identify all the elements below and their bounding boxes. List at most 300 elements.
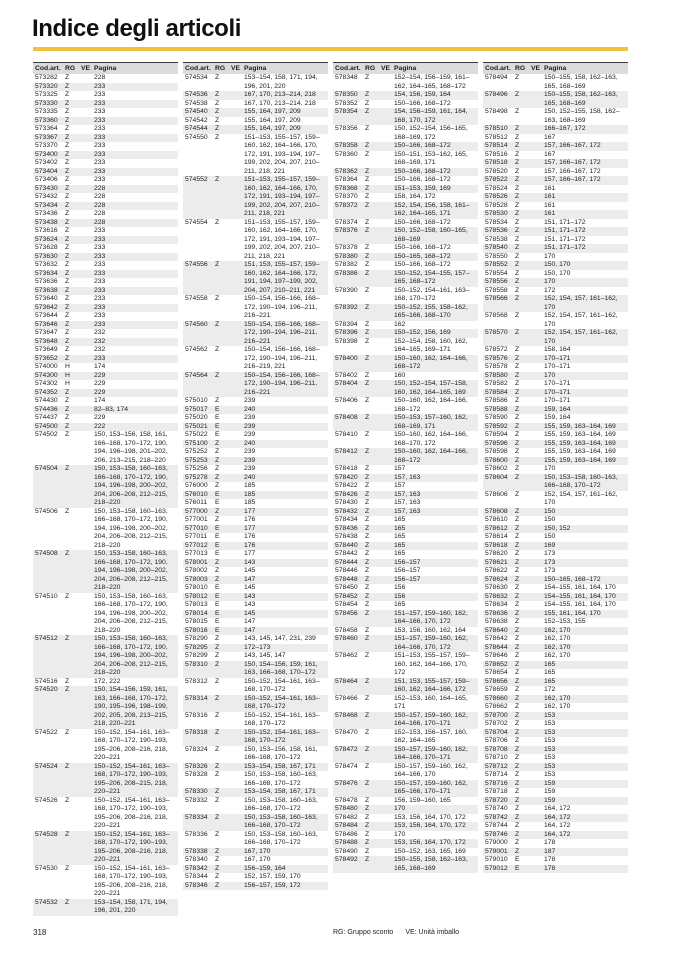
article-code: 578618 (485, 541, 508, 549)
table-row (333, 805, 478, 814)
ve-value (531, 516, 544, 525)
page-refs: 150–152, 154–161, 163–168, 170–172, 190–193, 195–206, 208–216, 218, 220–221 (94, 864, 170, 897)
page-refs: 153 (544, 711, 556, 719)
table-row (183, 771, 328, 788)
table-row (333, 822, 478, 831)
table-row (483, 261, 628, 270)
rg-value: Z (365, 575, 370, 583)
ve-value (381, 185, 394, 194)
page-refs: 150, 153–158, 160–163, 166–168, 170–172 (244, 771, 318, 787)
ve-value (231, 457, 244, 466)
page-refs: 178 (544, 864, 556, 872)
ve-value (531, 448, 544, 457)
article-code: 578522 (485, 176, 508, 183)
page-refs: 150–152, 154–161, 163–168, 170–172 (244, 728, 320, 744)
table-row (33, 508, 178, 551)
index-column (33, 62, 178, 916)
table-row (183, 831, 328, 848)
article-code: 578358 (335, 142, 358, 149)
article-code: 574540 (185, 108, 208, 115)
page-refs: 164, 172 (544, 822, 571, 829)
rg-value: E (215, 609, 220, 617)
table-row (483, 142, 628, 151)
page-refs: 162 (394, 320, 406, 328)
ve-value (231, 882, 244, 891)
rg-value: Z (65, 507, 70, 515)
page-refs: 233 (94, 278, 106, 285)
rg-value: Z (65, 465, 70, 472)
rg-value: Z (515, 592, 520, 600)
table-row (483, 661, 628, 670)
header-pagina: Pagina (544, 64, 567, 72)
article-code: 573406 (35, 176, 58, 183)
rg-value: Z (515, 176, 520, 183)
page-refs: 228 (94, 218, 106, 226)
page-refs: 157, 163 (394, 499, 421, 506)
page-refs: 159 (544, 788, 556, 795)
page-refs: 151, 171–172 (544, 235, 586, 243)
rg-value: Z (65, 346, 70, 353)
rg-value: Z (365, 320, 370, 328)
article-code: 578654 (485, 669, 508, 676)
article-code: 578382 (335, 261, 358, 268)
rg-value: Z (65, 125, 70, 132)
page-refs: 233 (94, 159, 106, 166)
ve-value (231, 848, 244, 857)
article-code: 573367 (35, 133, 58, 141)
table-row (333, 125, 478, 142)
ve-value (231, 91, 244, 100)
article-code: 578554 (485, 269, 508, 277)
table-row (33, 295, 178, 304)
table-row (33, 202, 178, 211)
ve-value (531, 856, 544, 865)
page-refs: 145 (244, 609, 256, 617)
table-row (333, 678, 478, 695)
page-refs: 239 (244, 448, 256, 455)
rg-value: Z (365, 473, 370, 481)
page-refs: 239 (244, 414, 256, 421)
rg-value: Z (65, 184, 70, 192)
ve-value (531, 508, 544, 517)
rg-value: Z (515, 329, 520, 336)
ve-value (531, 74, 544, 91)
article-code: 578614 (485, 533, 508, 540)
ve-value (531, 355, 544, 364)
ve-value (231, 406, 244, 415)
page-refs: 155, 159, 163–164, 169 (544, 431, 616, 438)
article-code: 578632 (485, 592, 508, 600)
page-refs: 153, 156, 160, 162, 164 (394, 626, 466, 634)
rg-value: Z (65, 337, 70, 345)
page-refs: 233 (94, 133, 106, 141)
rg-value: Z (215, 745, 220, 753)
ve-value (381, 805, 394, 814)
page-refs: 151–153, 155–157, 159–160, 162, 164–166, 170, 172, 191, 193–194, 197–199, 202, 204, 207, 210–211, 218, 221 (244, 218, 320, 260)
page-refs: 157 (394, 482, 406, 489)
rg-value: E (215, 618, 220, 625)
page-refs: 185 (244, 490, 256, 498)
rg-value: Z (515, 125, 520, 132)
table-row (183, 635, 328, 644)
article-code: 578404 (335, 380, 358, 387)
table-row (183, 508, 328, 517)
page-refs: 187 (544, 847, 556, 855)
article-code: 573360 (35, 116, 58, 124)
table-row (333, 261, 478, 270)
table-row (483, 372, 628, 381)
page-refs: 167, 170, 213–214, 218 (244, 99, 316, 107)
table-row (33, 253, 178, 262)
article-code: 575010 (185, 397, 208, 404)
table-row (183, 117, 328, 126)
ve-value (231, 482, 244, 491)
page-refs: 229 (94, 380, 106, 387)
article-code: 578450 (335, 584, 358, 591)
rg-value: Z (215, 371, 220, 379)
rg-value: Z (515, 703, 520, 710)
rg-value: Z (515, 380, 520, 387)
ve-value (531, 253, 544, 262)
page-refs: 178 (544, 856, 556, 863)
ve-value (381, 525, 394, 534)
ve-value (81, 142, 94, 151)
rg-value: Z (515, 643, 520, 651)
article-code: 578370 (335, 193, 358, 200)
page-refs: 150 (544, 533, 556, 540)
ve-value (531, 210, 544, 219)
table-row (183, 346, 328, 372)
article-code: 578420 (335, 473, 358, 481)
rg-value: Z (215, 694, 220, 702)
table-row (483, 593, 628, 602)
rg-value: Z (215, 567, 220, 574)
ve-value (81, 108, 94, 117)
rg-value: Z (365, 541, 370, 549)
header-codart: Cod.art. (335, 64, 361, 72)
rg-value: Z (65, 677, 70, 685)
rg-value: Z (515, 762, 520, 770)
article-code: 574522 (35, 728, 58, 736)
table-row (483, 525, 628, 534)
table-row (183, 593, 328, 602)
ve-value (531, 312, 544, 329)
table-row (183, 695, 328, 712)
rg-value: Z (65, 414, 70, 421)
page-refs: 233 (94, 99, 106, 107)
page-refs: 150–155, 158, 162–163, 165, 168–169 (394, 856, 468, 872)
article-code: 578338 (185, 847, 208, 855)
ve-value (531, 406, 544, 415)
ve-value (231, 125, 244, 134)
ve-value (381, 601, 394, 610)
rg-value: Z (515, 813, 520, 821)
table-row (483, 644, 628, 653)
article-code: 578342 (185, 864, 208, 872)
rg-value: Z (65, 116, 70, 124)
article-code: 573628 (35, 244, 58, 251)
article-code: 578540 (485, 244, 508, 251)
page-refs: 150, 170 (544, 261, 571, 268)
ve-value (381, 287, 394, 304)
page-refs: 233 (94, 82, 106, 90)
rg-value: Z (515, 626, 520, 634)
table-row (33, 270, 178, 279)
ve-value (231, 525, 244, 534)
ve-value (531, 423, 544, 432)
rg-value: Z (65, 176, 70, 183)
table-row (483, 703, 628, 712)
article-code: 578572 (485, 346, 508, 353)
table-row (483, 491, 628, 508)
rg-value: Z (65, 244, 70, 251)
ve-value (381, 414, 394, 431)
rg-value: Z (215, 516, 220, 523)
article-code: 578458 (335, 626, 358, 634)
page-refs: 185 (244, 499, 256, 506)
rg-value: Z (515, 524, 520, 532)
page-refs: 150, 152–154, 157–158, 160, 162, 164–165, 169 (394, 380, 468, 396)
article-code: 573640 (35, 295, 58, 302)
article-code: 574437 (35, 414, 58, 421)
ve-value (531, 627, 544, 636)
page-refs: 147 (244, 626, 256, 634)
ve-value (231, 678, 244, 695)
rg-value: Z (515, 796, 520, 804)
rg-value: E (215, 626, 220, 634)
ve-value (381, 193, 394, 202)
header-ve: VE (231, 64, 241, 72)
ve-value (531, 397, 544, 406)
page-refs: 150–166, 168–172 (394, 142, 451, 149)
page-refs: 162, 170 (544, 626, 571, 634)
page-refs: 233 (94, 354, 106, 362)
page-refs: 153 (544, 771, 556, 778)
table-row (183, 661, 328, 678)
table-row (333, 576, 478, 585)
table-row (333, 91, 478, 100)
column-entries (333, 74, 478, 873)
page-refs: 157, 166–167, 172 (544, 159, 601, 166)
table-row (333, 372, 478, 381)
ve-value (81, 635, 94, 678)
page-refs: 158, 164, 172 (394, 193, 436, 200)
ve-value (81, 219, 94, 228)
table-row (333, 431, 478, 448)
article-code: 578510 (485, 125, 508, 132)
page-refs: 152–153, 155 (544, 618, 586, 625)
table-row (183, 474, 328, 483)
rg-value: Z (515, 575, 520, 583)
ve-value (231, 465, 244, 474)
header-ve: VE (531, 64, 541, 72)
table-row (183, 100, 328, 109)
table-row (483, 729, 628, 738)
article-code: 578538 (485, 235, 508, 243)
table-row (183, 499, 328, 508)
rg-value: Z (65, 354, 70, 362)
table-row (33, 686, 178, 729)
page-refs: 229 (94, 388, 106, 396)
article-code: 578013 (185, 601, 208, 608)
page-refs: 152, 154, 157, 161–162, 170 (544, 329, 618, 345)
rg-value: Z (215, 558, 220, 566)
table-row (183, 652, 328, 661)
table-row (333, 491, 478, 500)
rg-value: Z (215, 847, 220, 855)
article-code: 578744 (485, 822, 508, 829)
table-row (33, 100, 178, 109)
table-row (183, 465, 328, 474)
rg-value: Z (365, 108, 370, 115)
page-refs: 170 (394, 830, 406, 838)
table-row (33, 125, 178, 134)
rg-value: Z (215, 856, 220, 863)
page-refs: 155, 161, 164, 170 (544, 609, 601, 617)
table-row (33, 797, 178, 831)
page-refs: 150–166, 168–172 (394, 176, 451, 183)
ve-value (81, 686, 94, 729)
article-code: 574504 (35, 465, 58, 472)
ve-value (381, 695, 394, 712)
table-row (33, 159, 178, 168)
table-row (183, 627, 328, 636)
page-refs: 153–154, 158, 167, 171 (244, 788, 316, 795)
page-refs: 232 (94, 346, 106, 353)
article-code: 578432 (335, 507, 358, 515)
article-code: 578398 (335, 337, 358, 345)
ve-value (531, 720, 544, 729)
rg-value: Z (515, 193, 520, 200)
page-refs: 165 (544, 669, 556, 676)
ve-value (531, 329, 544, 346)
ve-value (381, 797, 394, 806)
column-header (183, 62, 328, 74)
table-row (483, 457, 628, 466)
ve-value (231, 100, 244, 109)
page-refs: 156–157 (394, 558, 421, 566)
article-code: 578700 (485, 711, 508, 719)
rg-value: Z (215, 796, 220, 804)
ve-value (231, 644, 244, 653)
page-refs: 150–152, 156, 169 (394, 329, 451, 336)
page-refs: 164, 172 (544, 813, 571, 821)
table-row (333, 380, 478, 397)
ve-value (81, 338, 94, 347)
page-refs: 150–166, 168–172 (394, 261, 451, 268)
ve-value (81, 312, 94, 321)
article-code: 577010 (185, 524, 208, 532)
table-row (33, 550, 178, 593)
article-code: 578392 (335, 303, 358, 311)
rg-value: H (65, 380, 70, 387)
rg-value: Z (515, 558, 520, 566)
page-refs: 153–154, 158, 167, 171 (244, 762, 316, 770)
page-refs: 160 (394, 371, 406, 379)
page-refs: 167 (544, 150, 556, 158)
table-row (183, 610, 328, 619)
rg-value: Z (515, 210, 520, 217)
article-code: 574512 (35, 635, 58, 642)
table-row (483, 423, 628, 432)
column-entries (183, 74, 328, 890)
article-code: 578290 (185, 635, 208, 642)
ve-value (531, 584, 544, 593)
article-code: 578400 (335, 354, 358, 362)
ve-value (81, 899, 94, 916)
ve-value (531, 465, 544, 474)
rg-value: Z (65, 99, 70, 107)
ve-value (381, 576, 394, 585)
page-refs: 153 (544, 754, 556, 761)
ve-value (531, 601, 544, 610)
rg-value: Z (365, 813, 370, 821)
ve-value (231, 108, 244, 117)
page-refs: 82–83, 174 (94, 405, 129, 413)
page-refs: 159 (544, 796, 556, 804)
rg-value: Z (515, 788, 520, 795)
article-code: 578426 (335, 490, 358, 498)
table-row (183, 482, 328, 491)
table-row (33, 431, 178, 465)
rg-value: Z (65, 388, 70, 396)
ve-value (531, 244, 544, 253)
table-row (33, 91, 178, 100)
page-refs: 233 (94, 116, 106, 124)
rg-value: Z (365, 745, 370, 753)
rg-value: Z (65, 295, 70, 302)
rg-value: E (215, 499, 220, 506)
article-code: 578526 (485, 193, 508, 200)
rg-value: Z (65, 686, 70, 693)
ve-value (231, 261, 244, 295)
ve-value (81, 125, 94, 134)
table-row (183, 219, 328, 262)
ve-value (381, 380, 394, 397)
page-refs: 158, 164 (544, 346, 571, 353)
page-refs: 152–154, 156–159, 161–162, 164–165, 168–172 (394, 74, 470, 90)
page-refs: 157 (394, 465, 406, 472)
ve-value (381, 746, 394, 763)
page-refs: 170–171 (544, 354, 571, 362)
article-code: 579000 (485, 839, 508, 846)
ve-value (231, 788, 244, 797)
table-row (333, 465, 478, 474)
table-row (483, 788, 628, 797)
rg-value: Z (365, 533, 370, 540)
table-row (333, 304, 478, 321)
table-row (183, 406, 328, 415)
table-row (183, 763, 328, 772)
rg-value: Z (215, 261, 220, 268)
rg-value: Z (65, 762, 70, 770)
rg-value: Z (515, 74, 520, 81)
ve-value (81, 304, 94, 313)
article-code: 578608 (485, 507, 508, 515)
ve-value (531, 176, 544, 185)
page-refs: 153 (544, 728, 556, 736)
article-code: 578316 (185, 711, 208, 719)
page-refs: 150–157, 159–160, 162, 164–166, 170–171 (394, 745, 468, 761)
page-refs: 170 (394, 805, 406, 812)
ve-value (531, 771, 544, 780)
ve-value (81, 270, 94, 279)
ve-value (381, 397, 394, 414)
table-row (333, 533, 478, 542)
page-refs: 239 (244, 422, 256, 430)
ve-value (531, 848, 544, 857)
rg-value: Z (365, 74, 370, 81)
